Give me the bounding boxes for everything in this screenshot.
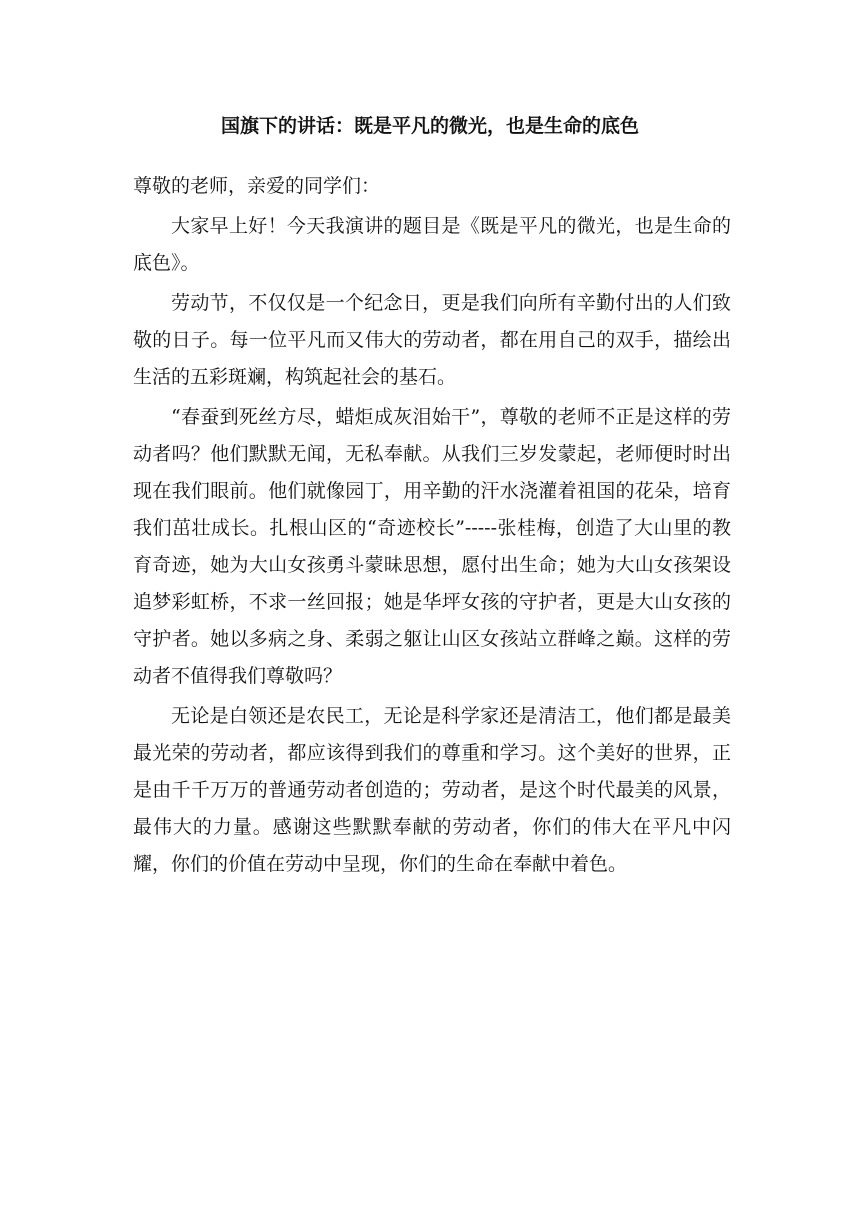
paragraph-all-workers: 无论是白领还是农民工，无论是科学家还是清洁工，他们都是最美最光荣的劳动者，都应该得到我们的尊重和学习。这个美好的世界，正是由千千万万的普通劳动者创造的；劳动者，是这个时代最美的风景，最伟大的力量。感谢这些默默奉献的劳动者，你们的伟大在平凡中闪耀，你们的价值在劳动中呈现，你们的生命在奉献中着色。 [133, 705, 731, 875]
paragraph-intro: 大家早上好！今天我演讲的题目是《既是平凡的微光，也是生命的底色》。 [133, 215, 731, 274]
greeting-line: 尊敬的老师，亲爱的同学们： [133, 175, 381, 197]
document-body [133, 168, 731, 886]
paragraph-labor-day: 劳动节，不仅仅是一个纪念日，更是我们向所有辛勤付出的人们致敬的日子。每一位平凡而又伟大的劳动者，都在用自己的双手，描绘出生活的五彩斑斓，构筑起社会的基石。 [133, 292, 731, 388]
page-title: 国旗下的讲话：既是平凡的微光，也是生命的底色 [220, 115, 639, 137]
paragraph-teachers: “春蚕到死丝方尽，蜡炬成灰泪始干”，尊敬的老师不正是这样的劳动者吗？他们默默无闻，无私奉献。从我们三岁发蒙起，老师便时时出现在我们眼前。他们就像园丁，用辛勤的汗水浇灌着祖国的花朵，培育我们茁壮成长。扎根山区的“奇迹校长”-----张桂梅，创造了大山里的教育奇迹，她为大山女孩勇斗蒙昧思想，愿付出生命；她为大山女孩架设追梦彩虹桥，不求一丝回报；她是华坪女孩的守护者，更是大山女孩的守护者。她以多病之身、柔弱之躯让山区女孩站立群峰之巅。这样的劳动者不值得我们尊敬吗？ [133, 406, 731, 687]
